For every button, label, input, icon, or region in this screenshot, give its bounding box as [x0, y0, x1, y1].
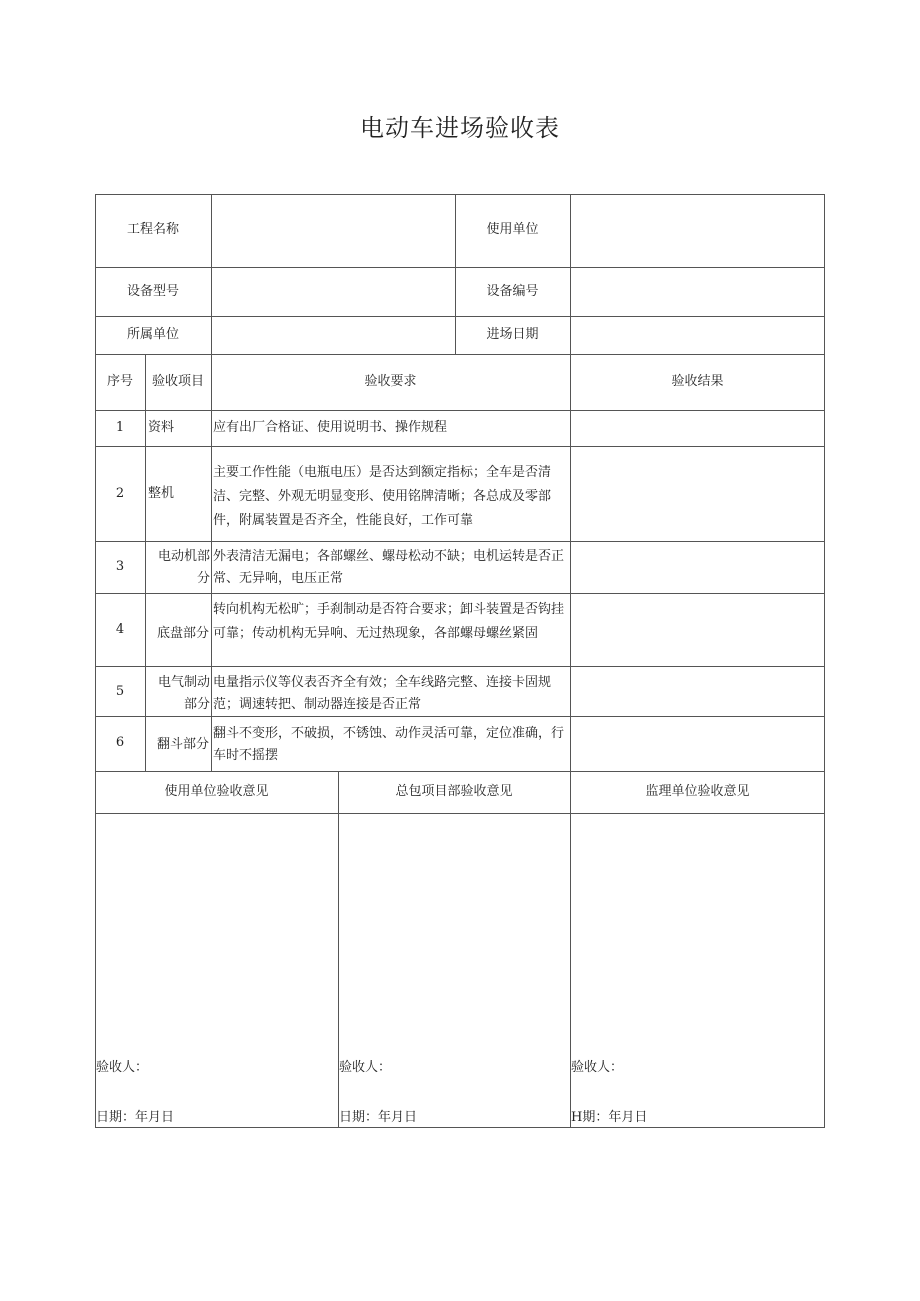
row-divider — [95, 593, 825, 594]
owner-unit-label: 所属单位 — [126, 327, 179, 342]
user-unit-label: 使用单位 — [486, 222, 539, 237]
inspector-label: 验收人： — [96, 1060, 149, 1075]
row-requirement: 转向机构无松旷；手刹制动是否符合要求；卸斗装置是否钩挂可靠；传动机构无异响、无过热现象，各部螺母螺丝紧固 — [213, 602, 565, 641]
row-no: 5 — [115, 684, 125, 699]
row-no: 2 — [115, 486, 125, 501]
col-divider — [211, 354, 212, 771]
date-label: 日期：年月日 — [339, 1110, 418, 1125]
row-divider — [95, 813, 825, 814]
row-requirement: 主要工作性能（电瓶电压）是否达到额定指标；全车是否清洁、完整、外观无明显变形、使用铭牌清晰；各总成及零部件，附属装置是否齐全，性能良好，工作可靠 — [213, 465, 552, 528]
row-divider — [95, 354, 825, 355]
row-divider — [95, 316, 825, 317]
row-divider — [95, 771, 825, 772]
row-no: 6 — [115, 735, 125, 750]
entry-date-label: 进场日期 — [486, 327, 539, 342]
date-label: H期：年月日 — [571, 1110, 648, 1125]
col-header-no: 序号 — [106, 374, 133, 389]
row-divider — [95, 666, 825, 667]
row-item: 电动机部分 — [157, 549, 210, 586]
equipment-no-label: 设备编号 — [486, 284, 539, 299]
row-no: 1 — [115, 420, 125, 435]
row-item: 电气制动部分 — [157, 675, 210, 712]
col-divider — [570, 194, 571, 771]
row-divider — [95, 446, 825, 447]
project-name-label: 工程名称 — [126, 222, 179, 237]
row-divider — [95, 410, 825, 411]
col-header-result: 验收结果 — [671, 374, 724, 389]
row-divider — [95, 716, 825, 717]
col-header-requirement: 验收要求 — [364, 374, 417, 389]
opinion-contractor-header: 总包项目部验收意见 — [395, 784, 513, 799]
col-header-item: 验收项目 — [151, 374, 204, 389]
col-divider — [211, 194, 212, 354]
page-title: 电动车进场验收表 — [360, 114, 560, 142]
row-item: 资料 — [148, 420, 175, 435]
row-item: 整机 — [148, 486, 175, 501]
row-requirement: 电量指示仪等仪表否齐全有效；全车线路完整、连接卡固规范；调速转把、制动器连接是否正常 — [213, 675, 552, 712]
row-no: 4 — [115, 622, 125, 637]
row-no: 3 — [115, 559, 125, 574]
row-item: 翻斗部分 — [157, 737, 210, 752]
row-requirement: 外表清洁无漏电；各部螺丝、螺母松动不缺；电机运转是否正常、无异响，电压正常 — [213, 549, 565, 586]
opinion-supervisor-header: 监理单位验收意见 — [645, 784, 750, 799]
opinion-user-unit-header: 使用单位验收意见 — [164, 784, 269, 799]
row-requirement: 翻斗不变形，不破损，不锈蚀、动作灵活可靠，定位准确，行车时不摇摆 — [213, 726, 565, 763]
inspector-label: 验收人： — [339, 1060, 392, 1075]
row-requirement: 应有出厂合格证、使用说明书、操作规程 — [213, 420, 448, 435]
inspector-label: 验收人： — [571, 1060, 624, 1075]
row-item: 底盘部分 — [157, 626, 210, 641]
model-label: 设备型号 — [126, 284, 179, 299]
date-label: 日期：年月日 — [96, 1110, 175, 1125]
row-divider — [95, 267, 825, 268]
col-divider — [145, 354, 146, 771]
row-divider — [95, 541, 825, 542]
